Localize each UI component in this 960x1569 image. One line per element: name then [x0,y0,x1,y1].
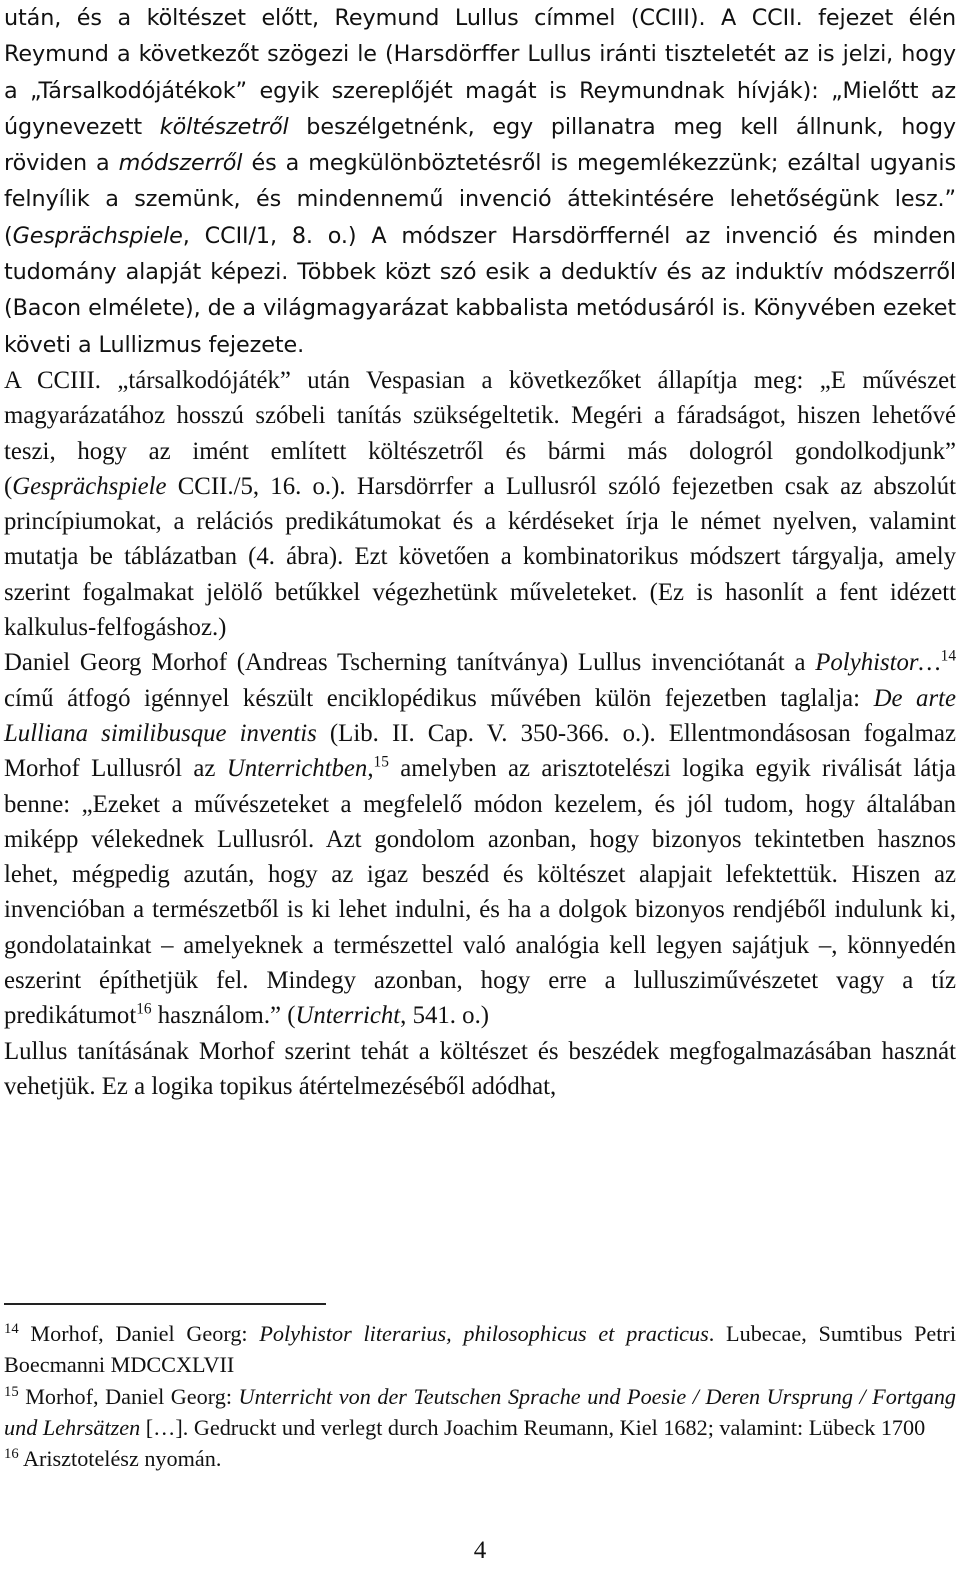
footnote-number: 15 [4,1383,19,1400]
body-text [4,0,956,1104]
footnote-16: $^{16}$ Arisztotelész nyomán. [4,1446,222,1472]
footnote-14: $^{14}$ Morhof, Daniel Georg: Polyhistor literarius, philosophicus et practicus. Lubecae, Sumtibus Petri Boecmanni MDCCXLVII [4,1320,956,1378]
footnote-number: 16 [4,1446,19,1463]
footnote-separator [4,1303,326,1305]
footnote-number: 14 [4,1320,19,1337]
footnote-15: $^{15}$ Morhof, Daniel Georg: Unterricht von der Teutschen Sprache und Poesie / Deren Ursprung / Fortgang und Lehrsätzen […]. Gedruckt und verlegt durch Joachim Reumann, Kiel 1682; valamint: Lübeck 1700 [4,1383,957,1440]
paragraph-morhof: Daniel Georg Morhof (Andreas Tscherning tanítványa) Lullus invenciótanát a Polyhistor…$^{14}$ című átfogó igénnyel készült enciklopédikus művében külön fejezetben taglalja: De arte Lulliana similibusque inventis (Lib. II. Cap. V. 350-366. o.). Ellentmondásosan fogalmaz Morhof Lullusról az Unterrichtben,$^{15}$ amelyben az arisztotelészi logika egyik riválisát látja benne: „Ezeket a művészeteket a megfelelő módon kezelem, és jól tudom, hogy általában miképp vélekednek Lullusról. Azt gondolom azonban, hogy bizonyos tekintetben hasznos lehet, mégpedig azután, hogy az igaz beszéd és költészet alapjait lefektettük. Hiszen az invencióban a természetből is ki lehet indulni, és ha a dolgok bizonyos rendjéből indulunk ki, gondolatainkat – amelyeknek a természettel való analógia kell legyen sajátjuk –, könnyedén eszerint építhetjük fel. Mindegy azonban, hogy erre a lullusziművészetet vagy a tíz predikátumot$^{16}$ használom.” (Unterricht, 541. o.) [4,647,957,1030]
footnote-ref-15[interactable]: 15 [373,753,389,771]
footnotes [4,1318,956,1474]
footnote-ref-14[interactable]: 14 [940,647,956,665]
paragraph-lullus-tanitas: Lullus tanításának Morhof szerint tehát a költészet és beszédek megfogalmazásában hasznát vehetjük. Ez a logika topikus átértelmezéséből adódhat, [4,1037,956,1100]
paragraph-ccii-tarsalkodojatek: A CCIII. „társalkodójáték” után Vespasian a következőket állapítja meg: „E művészet magyarázatához hosszú szóbeli tanítás szükségeltetik. Megéri a fáradságot, hiszen lehetővé teszi, hogy az imént említett költészetről és bármi más dologról gondolkodjunk” (Gesprächspiele CCII./5, 16. o.). Harsdörrfer a Lullusról szóló fejezetben csak az abszolút princípiumokat, a relációs predikátumokat és a kérdéseket írja le német nyelven, valamint mutatja be táblázatban (4. ábra). Ezt követően a kombinatorikus módszert tárgyalja, amely szerint fogalmakat jelölő betűkkel végezhetünk műveleteket. (Ez is hasonlít a fent idézett kalkulus-felfogáshoz.) [4,366,956,642]
footnote-ref-16[interactable]: 16 [136,1000,152,1018]
paragraph-harsdorffer-lullus: után, és a költészet előtt, Reymund Lullus címmel (CCIII). A CCII. fejezet élén Reymund a következőt szögezi le (Harsdörffer Lullus iránti tiszteletét az is jelzi, hogy a „Társalkodójátékok” egyik szereplőjét magát is Reymundnak hívják): „Mielőtt az úgynevezett költészetről beszélgetnénk, egy pillanatra meg kell állnunk, hogy röviden a módszerről és a megkülönböztetésről is megemlékezzünk; ezáltal ugyanis felnyílik a szemünk, és mindennemű invenció áttekintésére lehetőségünk lesz.” (Gesprächspiele, CCII/1, 8. o.) A módszer Harsdörffernél az invenció és minden tudomány alapját képezi. Többek közt szó esik a deduktív és az induktív módszerről (Bacon elmélete), de a világmagyarázat kabbalista metódusáról is. Könyvében ezeket követi a Lullizmus fejezete. [4,5,956,358]
page-number: 4 [473,1537,487,1564]
